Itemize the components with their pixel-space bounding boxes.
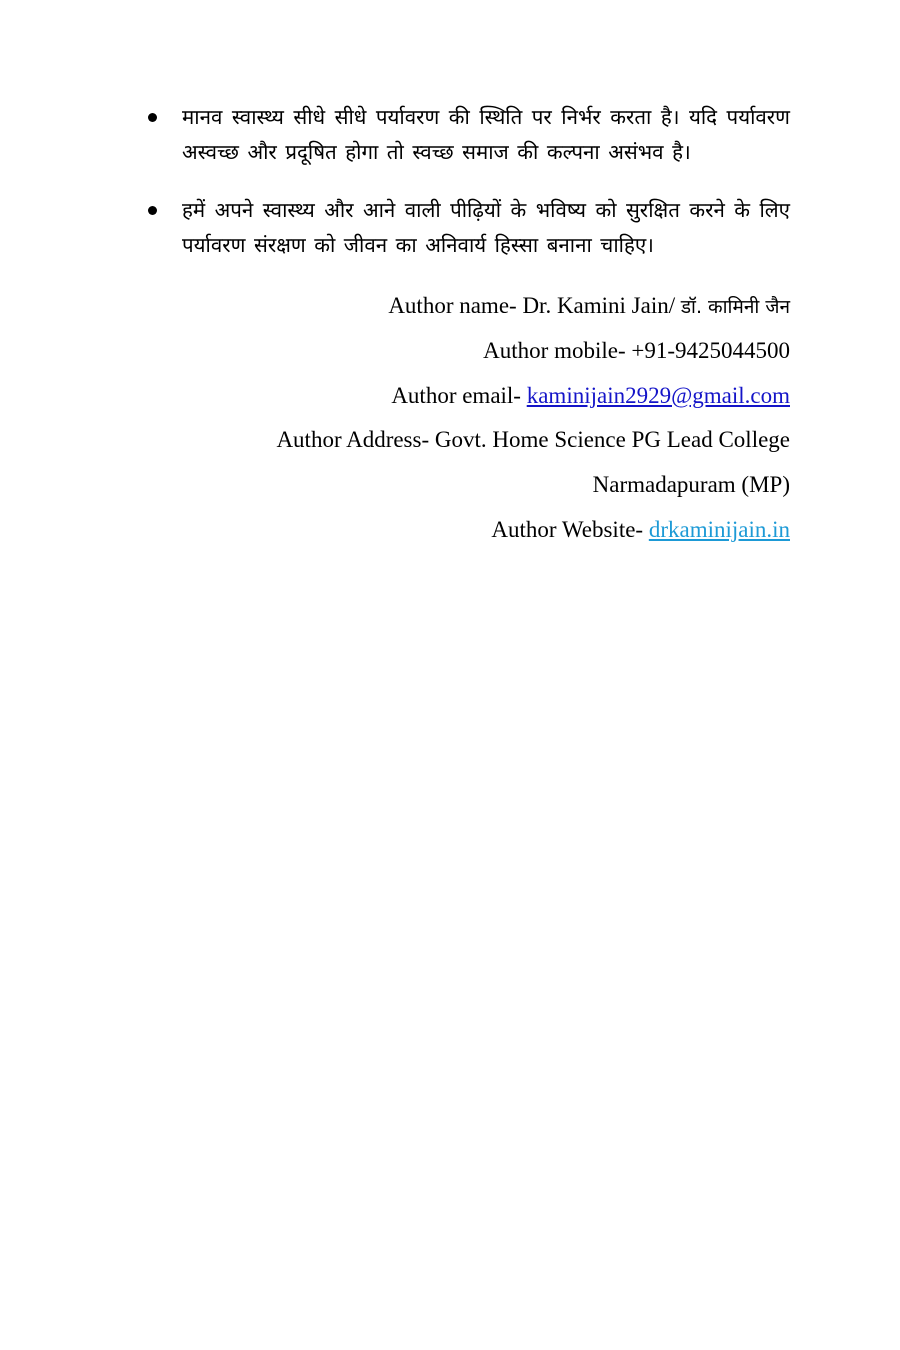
bullet-text-2: हमें अपने स्वास्थ्य और आने वाली पीढ़ियों के भविष्य को सुरक्षित करने के लिए पर्यावरण संरक्षण को जीवन का अनिवार्य हिस्सा बनाना चाहिए।: [182, 197, 790, 257]
author-name-line: [140, 289, 790, 323]
author-address-line-1: [140, 423, 790, 457]
author-mobile-value: +91-9425044500: [631, 337, 790, 363]
author-website-link[interactable]: drkaminijain.in: [648, 516, 790, 542]
list-item: [140, 100, 790, 171]
author-address-label: Author Address- Govt. Home Science PG Lead College: [276, 427, 790, 453]
author-mobile-line: [140, 334, 790, 368]
author-name-label: Author name- Dr. Kamini Jain/: [388, 293, 676, 318]
author-website-label: Author Website-: [491, 516, 644, 542]
author-mobile-label: Author mobile-: [483, 337, 626, 363]
author-block: [140, 289, 790, 547]
author-website-line: [140, 513, 790, 547]
author-email-label: Author email-: [391, 382, 521, 408]
list-item: [140, 193, 790, 264]
author-address-line-2: [140, 468, 790, 502]
bullet-list: [140, 100, 790, 263]
bullet-text-1: मानव स्वास्थ्य सीधे सीधे पर्यावरण की स्थिति पर निर्भर करता है। यदि पर्यावरण अस्वच्छ और प्रदूषित होगा तो स्वच्छ समाज की कल्पना असंभव है।: [182, 105, 790, 165]
author-address-city: Narmadapuram (MP): [592, 472, 790, 498]
author-email-link[interactable]: kaminijain2929@gmail.com: [526, 382, 790, 408]
author-name-hindi: डॉ. कामिनी जैन: [680, 296, 790, 318]
author-email-line: [140, 379, 790, 413]
